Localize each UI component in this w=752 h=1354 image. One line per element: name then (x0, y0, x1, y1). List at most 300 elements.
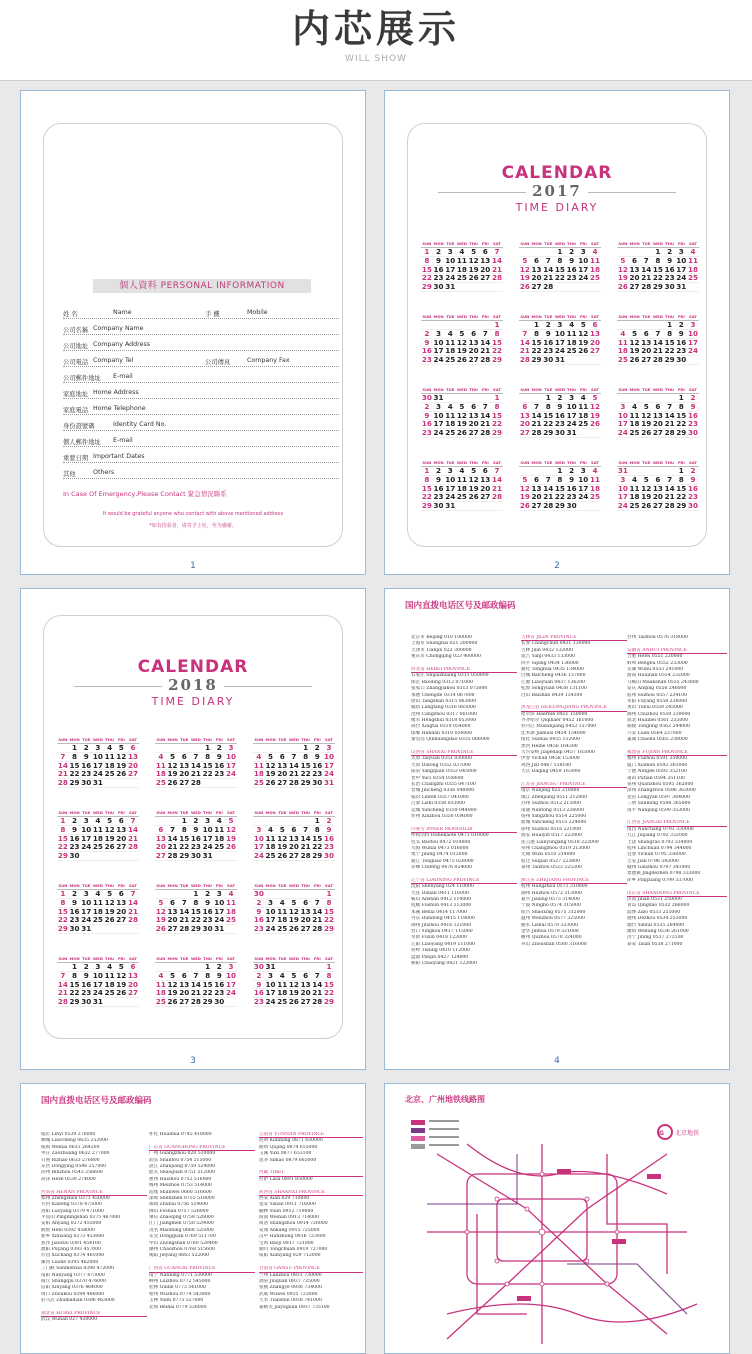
week-row (155, 779, 237, 788)
day-cell: 10 (202, 824, 213, 834)
weekday-label: SUN (520, 241, 530, 246)
directory-entry: 上饶 Shangrao 0793 334000 (627, 839, 693, 845)
day-cell: 30 (202, 924, 213, 934)
directory-entry: 辽源 Liaoyuan 0437 136200 (521, 679, 586, 685)
weekday-label: SAT (590, 314, 599, 319)
day-cell: 11 (155, 979, 166, 989)
day-cell: 30 (323, 851, 334, 861)
day-cell: 29 (179, 851, 190, 861)
directory-entry: 淮北 Huaibei 0561 235000 (627, 718, 689, 724)
day-cell: 15 (323, 906, 334, 916)
day-cell: 13 (531, 264, 542, 274)
day-cell: 30 (687, 501, 698, 511)
day-cell: 21 (300, 842, 311, 852)
weekday-label: SUN (156, 883, 166, 888)
weekday-label: MON (629, 241, 640, 246)
day-cell: 27 (480, 273, 491, 283)
day-cell: 23 (214, 769, 225, 779)
weekday-label: SAT (492, 387, 501, 392)
weekday-label: MON (69, 956, 80, 961)
weekday-label: SUN (58, 956, 68, 961)
day-cell: 15 (69, 979, 80, 989)
directory-entry: 湛江 Zhanjiang 0759 524000 (149, 1163, 216, 1169)
day-cell: 25 (253, 778, 264, 788)
day-cell: 14 (167, 833, 178, 843)
day-cell: 7 (181, 897, 187, 907)
directory-entry: 湖州 Huzhou 0572 313000 (521, 890, 582, 896)
day-cell: 24 (617, 501, 628, 511)
day-cell (115, 998, 127, 1006)
day-cell: 9 (667, 255, 673, 265)
info-field-label-en: Name (113, 309, 132, 316)
directory-entry: 玉溪 Yuxi 0877 653100 (259, 1151, 312, 1157)
day-cell: 29 (69, 997, 80, 1007)
weekday-label: SUN (254, 956, 264, 961)
info-field-row[interactable] (63, 325, 339, 335)
day-cell: 26 (116, 988, 127, 998)
day-cell: 25 (104, 988, 115, 998)
weekday-label: WED (652, 241, 663, 246)
directory-column (521, 635, 627, 948)
directory-entry: 怀化 Huaihua 0745 418000 (149, 1132, 212, 1137)
day-cell: 24 (445, 273, 456, 283)
directory-column (149, 1132, 255, 1311)
day-cell: 13 (127, 751, 138, 761)
day-cell (225, 998, 237, 1006)
day-cell: 27 (277, 778, 288, 788)
day-cell: 16 (543, 337, 554, 347)
day-cell: 2 (314, 743, 320, 752)
day-cell: 14 (179, 906, 190, 916)
day-cell: 30 (543, 355, 554, 365)
day-cell: 21 (664, 492, 675, 502)
day-cell (225, 779, 237, 787)
day-cell (213, 852, 225, 860)
info-field-label: 公司傳真 (205, 359, 231, 366)
day-cell (276, 963, 288, 971)
day-cell: 5 (107, 816, 113, 825)
province-heading: 辽宁省 LIAONING PROVINCE (411, 878, 517, 884)
day-cell: 31 (81, 924, 92, 934)
day-cell: 3 (436, 401, 442, 411)
day-cell: 20 (167, 915, 178, 925)
weekday-label: WED (554, 241, 565, 246)
weekday-label: WED (652, 314, 663, 319)
weekday-label: WED (288, 956, 299, 961)
day-cell: 10 (225, 970, 236, 980)
directory-entry: 昆明 Kunming 0871 650000 (259, 1138, 323, 1144)
directory-entry: 包头 Baotou 0472 014000 (411, 839, 471, 845)
day-cell: 2 (72, 816, 78, 825)
directory-entry: 梅州 Meizhou 0753 514000 (149, 1183, 212, 1189)
day-cell: 18 (456, 264, 467, 274)
day-cell (104, 998, 116, 1006)
day-cell: 10 (253, 833, 264, 843)
day-cell (491, 502, 503, 510)
day-cell: 30 (81, 778, 92, 788)
day-cell: 11 (92, 897, 103, 907)
day-cell: 27 (589, 346, 600, 356)
day-cell (265, 817, 277, 825)
day-cell: 19 (468, 264, 479, 274)
day-cell: 27 (531, 282, 542, 292)
weekday-label: FRI (215, 737, 223, 742)
weekday-label: SAT (492, 460, 501, 465)
directory-entry: 晋城 Jincheng 0356 048000 (411, 788, 475, 794)
day-cell: 4 (569, 320, 575, 329)
day-cell: 6 (592, 320, 598, 329)
day-cell: 1 (60, 816, 66, 825)
day-cell (213, 779, 225, 787)
weekday-label: SUN (254, 737, 264, 742)
day-cell (178, 963, 190, 971)
day-cell: 10 (92, 970, 103, 980)
day-cell: 15 (202, 760, 213, 770)
day-cell: 10 (617, 483, 628, 493)
week-row (155, 852, 237, 861)
weekday-label: THU (469, 460, 479, 465)
panel-phone-directory-2 (20, 1083, 366, 1354)
directory-entry: 蚌埠 Bengbu 0552 233000 (627, 660, 688, 666)
weekday-label: THU (567, 460, 577, 465)
directory-entry: 萍乡 Pingxiang 0799 337000 (627, 877, 693, 883)
day-cell: 3 (620, 401, 626, 411)
day-cell: 16 (566, 483, 577, 493)
day-cell: 27 (629, 282, 640, 292)
day-cell: 21 (531, 419, 542, 429)
header-divider (0, 80, 752, 81)
week-row (617, 502, 699, 511)
weekday-label: MON (629, 314, 640, 319)
directory-entry: 信阳 Xinyang 0376 464000 (41, 1285, 103, 1291)
day-cell: 27 (531, 501, 542, 511)
day-cell: 16 (676, 337, 687, 347)
weekday-label: SUN (422, 460, 432, 465)
directory-entry: 广州 Guangzhou 020 510000 (149, 1151, 216, 1157)
day-cell: 11 (566, 328, 577, 338)
weekday-label: SAT (226, 810, 235, 815)
day-cell: 11 (225, 897, 236, 907)
day-cell: 22 (57, 842, 68, 852)
day-cell: 27 (179, 778, 190, 788)
day-cell: 8 (667, 328, 673, 338)
calendar-month (155, 956, 237, 1024)
info-field-row[interactable] (63, 421, 339, 431)
day-cell: 14 (190, 979, 201, 989)
day-cell: 15 (69, 760, 80, 770)
directory-entry: 南阳 Nanyang 0377 473000 (41, 1272, 105, 1278)
day-cell: 25 (629, 428, 640, 438)
day-cell: 31 (566, 428, 577, 438)
province-heading: 江苏省 JIANGSU PROVINCE (521, 782, 627, 788)
info-field-row[interactable] (63, 437, 339, 447)
info-field-row[interactable] (63, 373, 339, 383)
day-cell (253, 744, 265, 752)
directory-entry: 抚顺 Fushun 0413 113000 (411, 903, 472, 909)
day-cell: 6 (482, 466, 488, 475)
day-cell: 14 (531, 410, 542, 420)
day-cell: 28 (652, 355, 663, 365)
info-field-label: 身份證號碼 (63, 423, 95, 430)
info-field-row[interactable] (63, 389, 339, 399)
directory-entry: 通化 Tonghua 0435 134000 (521, 666, 584, 672)
weekday-label: SUN (618, 314, 628, 319)
day-cell: 22 (554, 273, 565, 283)
weekday-label: TUE (278, 810, 287, 815)
day-cell (300, 890, 312, 898)
weekday-label: SAT (590, 387, 599, 392)
day-cell: 8 (494, 401, 500, 411)
day-cell: 16 (312, 760, 323, 770)
day-cell: 1 (678, 466, 684, 475)
day-cell (479, 283, 491, 291)
day-cell: 16 (687, 483, 698, 493)
day-cell: 17 (81, 906, 92, 916)
directory-entry: 盐城 Yancheng 0515 224000 (521, 820, 587, 826)
day-cell: 10 (566, 401, 577, 411)
weekday-header (617, 314, 699, 321)
day-cell (276, 744, 288, 752)
day-cell: 21 (652, 346, 663, 356)
day-cell: 25 (578, 419, 589, 429)
directory-entry: 四平 Siping 0434 136000 (521, 660, 579, 666)
day-cell: 20 (127, 979, 138, 989)
day-cell: 18 (617, 346, 628, 356)
day-cell: 20 (127, 760, 138, 770)
directory-entry: 舟山 Zhoushan 0580 316000 (521, 941, 587, 947)
day-cell: 10 (554, 328, 565, 338)
day-cell: 29 (554, 501, 565, 511)
day-cell: 17 (566, 410, 577, 420)
day-cell: 26 (104, 915, 115, 925)
directory-entry: 牡丹江 Mudanjiang 0453 157000 (521, 724, 597, 730)
day-cell: 14 (519, 337, 530, 347)
day-cell: 19 (116, 760, 127, 770)
directory-entry: 西安 Xian 029 710000 (259, 1195, 310, 1201)
day-cell: 28 (543, 501, 554, 511)
day-cell (300, 963, 312, 971)
directory-entry: 中山 Zhongshan 0760 528400 (149, 1240, 218, 1246)
day-cell: 9 (690, 474, 696, 484)
day-cell: 12 (456, 410, 467, 420)
calendar-month (617, 387, 699, 455)
day-cell: 26 (578, 346, 589, 356)
directory-entry: 肇庆 Zhaoqing 0758 526000 (149, 1215, 214, 1221)
day-cell: 19 (167, 988, 178, 998)
directory-entry: 合肥 Hefei 0551 230000 (627, 654, 683, 660)
day-cell: 24 (225, 769, 236, 779)
day-cell: 6 (291, 824, 297, 834)
day-cell: 17 (578, 483, 589, 493)
directory-entry: 绍兴 Shaoxing 0575 312000 (521, 909, 586, 915)
directory-entry: 汕头 Shantou 0754 515000 (149, 1157, 212, 1163)
week-row (155, 925, 237, 934)
day-cell: 24 (92, 769, 103, 779)
day-cell: 19 (456, 419, 467, 429)
day-cell: 2 (216, 962, 222, 971)
day-cell: 10 (265, 906, 276, 916)
day-cell: 16 (554, 410, 565, 420)
panel-calendar-2017 (384, 90, 730, 575)
metro-legend (411, 1120, 459, 1149)
day-cell: 13 (179, 979, 190, 989)
weekday-label: THU (665, 241, 675, 246)
day-cell: 12 (468, 255, 479, 265)
day-cell: 11 (589, 255, 600, 265)
day-cell (127, 779, 139, 787)
weekday-label: FRI (481, 387, 489, 392)
day-cell: 20 (531, 492, 542, 502)
day-cell: 11 (687, 255, 698, 265)
day-cell: 26 (456, 355, 467, 365)
directory-entry: 沧州 Cangzhou 0317 061000 (411, 711, 478, 717)
day-cell: 4 (216, 816, 222, 825)
day-cell: 3 (205, 816, 211, 825)
day-cell (664, 467, 676, 475)
weekday-label: MON (433, 387, 444, 392)
directory-entry: 吕梁 Lishi 0358 033000 (411, 801, 466, 807)
directory-entry: 辽阳 Liaoyang 0419 111000 (411, 941, 476, 947)
day-cell: 11 (104, 751, 115, 761)
day-cell: 26 (641, 501, 652, 511)
day-cell: 26 (116, 769, 127, 779)
day-cell: 21 (57, 988, 68, 998)
day-cell: 24 (253, 851, 264, 861)
day-cell: 13 (167, 906, 178, 916)
day-cell: 6 (632, 255, 638, 265)
day-cell: 28 (288, 778, 299, 788)
day-cell: 10 (687, 328, 698, 338)
weekday-label: SUN (422, 241, 432, 246)
province-heading: 河南省 HENAN PROVINCE (41, 1190, 147, 1196)
day-cell: 28 (543, 282, 554, 292)
day-cell (531, 467, 543, 475)
day-cell: 30 (687, 428, 698, 438)
day-cell: 30 (253, 889, 264, 898)
day-cell (566, 356, 578, 364)
info-field-row[interactable] (63, 309, 339, 319)
day-cell: 27 (652, 501, 663, 511)
day-cell: 31 (676, 282, 687, 292)
day-cell: 24 (265, 924, 276, 934)
day-cell: 7 (482, 401, 488, 411)
info-field-row[interactable] (63, 469, 339, 479)
day-cell (127, 998, 139, 1006)
day-cell: 7 (193, 751, 199, 761)
day-cell: 6 (181, 970, 187, 980)
day-cell: 27 (167, 924, 178, 934)
province-heading: 浙江省 ZHEJIANG PROVINCE (521, 878, 627, 884)
day-cell: 19 (288, 988, 299, 998)
day-cell: 5 (459, 401, 465, 411)
day-cell: 16 (69, 906, 80, 916)
day-cell (468, 321, 480, 329)
day-cell: 31 (323, 778, 334, 788)
directory-entry: 咸阳 Xianyang 029 712000 (259, 1253, 321, 1259)
weekday-label: TUE (446, 241, 455, 246)
day-cell: 29 (300, 778, 311, 788)
day-cell: 20 (641, 346, 652, 356)
day-cell: 28 (127, 842, 138, 852)
weekday-label: FRI (117, 810, 125, 815)
weekday-label: MON (629, 460, 640, 465)
day-cell: 4 (107, 962, 113, 971)
info-field-row[interactable] (63, 453, 339, 463)
directory-entry: 阜阳 Fuyang 0558 236000 (627, 698, 688, 704)
day-cell (225, 852, 237, 860)
day-cell: 7 (494, 466, 500, 475)
day-cell: 5 (592, 393, 598, 402)
day-cell: 23 (253, 924, 264, 934)
day-cell: 24 (676, 273, 687, 283)
day-cell: 2 (193, 816, 199, 825)
panel-metro-map (384, 1083, 730, 1354)
day-cell (652, 467, 664, 475)
day-cell (629, 467, 641, 475)
day-cell: 12 (468, 474, 479, 484)
day-cell: 7 (314, 970, 320, 980)
day-cell: 13 (179, 760, 190, 770)
info-field-row[interactable] (63, 405, 339, 415)
info-field-row[interactable] (63, 341, 339, 351)
day-cell (652, 321, 664, 329)
day-cell: 11 (277, 979, 288, 989)
day-cell: 8 (60, 897, 66, 907)
day-cell: 29 (323, 924, 334, 934)
day-cell: 31 (92, 778, 103, 788)
day-cell (155, 890, 167, 898)
week-row (253, 925, 335, 934)
day-cell: 9 (205, 897, 211, 907)
directory-entry: 三门峡 Sanmenxia 0398 472000 (41, 1266, 115, 1272)
day-cell: 18 (225, 906, 236, 916)
day-cell: 11 (445, 410, 456, 420)
directory-entry: 温州 Wenzhou 0577 325000 (521, 916, 585, 922)
day-cell (127, 852, 139, 860)
day-cell: 2 (205, 889, 211, 898)
province-heading: 安徽省 ANHUI PROVINCE (627, 648, 727, 654)
day-cell: 19 (277, 842, 288, 852)
weekday-label: MON (531, 241, 542, 246)
weekday-label: THU (665, 460, 675, 465)
weekday-label: THU (301, 956, 311, 961)
day-cell: 3 (569, 393, 575, 402)
day-cell: 25 (92, 915, 103, 925)
day-cell: 2 (678, 320, 684, 329)
day-cell: 27 (116, 842, 127, 852)
day-cell: 29 (57, 924, 68, 934)
directory-entry: 梧州 Wuzhou 0774 543000 (149, 1291, 211, 1297)
day-cell: 9 (436, 255, 442, 265)
directory-entry: 无锡 Wuxi 0510 214000 (521, 852, 576, 858)
directory-entry: 集宁 Jining 0474 012000 (411, 852, 468, 858)
day-cell: 27 (155, 851, 166, 861)
directory-column (41, 1132, 147, 1324)
directory-entry: 渭南 Weinan 0913 714000 (259, 1215, 319, 1221)
info-field-row[interactable] (63, 357, 339, 367)
directory-entry: 泰州 Taizhou 0523 225300 (521, 865, 582, 871)
day-cell: 4 (580, 393, 586, 402)
weekday-label: WED (92, 956, 103, 961)
day-cell: 2 (545, 320, 551, 329)
day-cell: 25 (92, 842, 103, 852)
province-heading: 吉林省 JILIN PROVINCE (521, 635, 627, 641)
calendar-title: CALENDAR (501, 163, 613, 183)
directory-entry: 安康 Ankang 0915 725000 (259, 1227, 320, 1233)
day-cell: 16 (323, 833, 334, 843)
weekday-label: SUN (254, 810, 264, 815)
directory-column (259, 1132, 363, 1311)
